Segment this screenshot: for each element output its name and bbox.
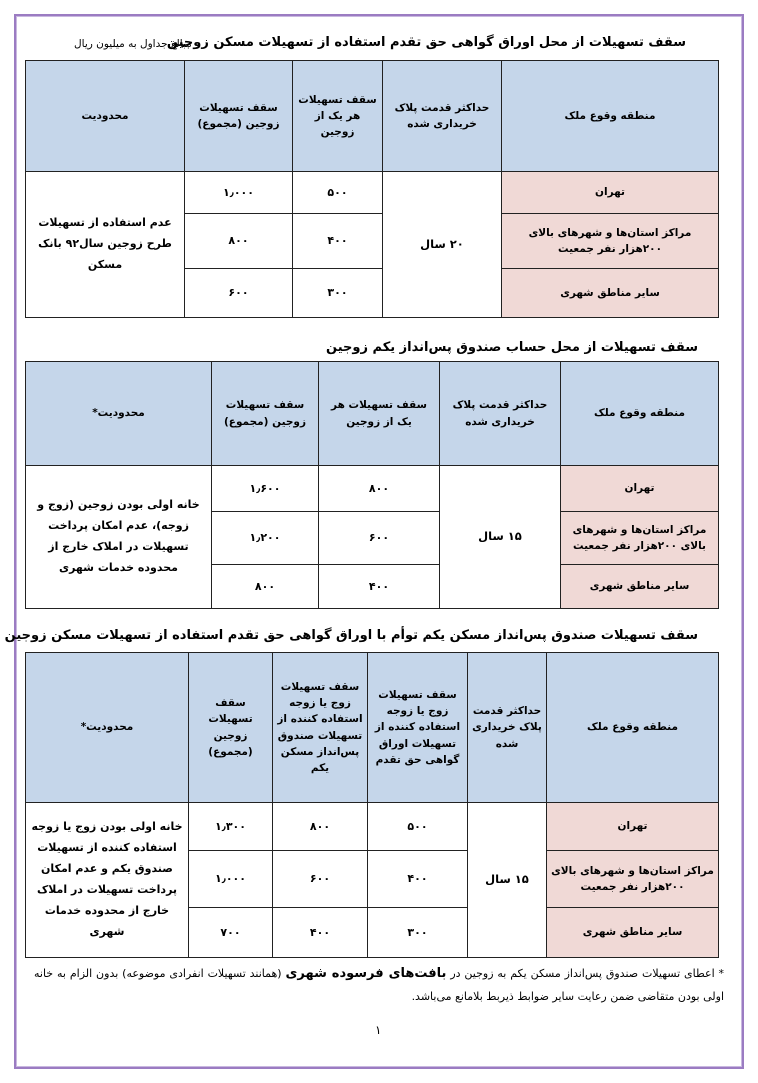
t3-header-fund: سقف تسهیلات زوج یا زوجه استفاده کننده از تسهیلات صندوق پس‌انداز مسکن یکم (273, 653, 368, 803)
t1-header-total: سقف تسهیلات زوجین (مجموع) (185, 61, 293, 172)
t3-header-age: حداکثر قدمت پلاک خریداری شده (468, 653, 547, 803)
footnote-emphasis: بافت‌های فرسوده شهری (285, 966, 447, 981)
currency-note: مبالغ جداول به میلیون ریال (74, 38, 192, 50)
t2-each-0: ۸۰۰ (319, 466, 440, 512)
t2-header-each: سقف تسهیلات هر یک از زوجین (319, 362, 440, 466)
t3-age: ۱۵ سال (468, 803, 547, 958)
t3-total-2: ۷۰۰ (189, 908, 273, 958)
t3-header-region: منطقه وقوع ملک (547, 653, 719, 803)
t1-age: ۲۰ سال (383, 172, 502, 318)
t1-region-2: سایر مناطق شهری (502, 269, 719, 318)
t1-total-1: ۸۰۰ (185, 214, 293, 269)
t3-header-limit: محدودیت* (26, 653, 189, 803)
t3-bonds-2: ۳۰۰ (368, 908, 468, 958)
t1-header-age: حداکثر قدمت پلاک خریداری شده (383, 61, 502, 172)
page-number: ۱ (375, 1023, 382, 1037)
footnote-part2: (همانند تسهیلات انفرادی موضوعه) بدون الزام به خانه اولی بودن متقاضی ضمن رعایت سایر ضوابط ذیربط بلامانع می‌باشد. (34, 967, 724, 1003)
t1-region-1: مراکز استان‌ها و شهرهای بالای ۲۰۰هزار نفر جمعیت (502, 214, 719, 269)
t1-header-limit: محدودیت (26, 61, 185, 172)
t3-region-1: مراکز استان‌ها و شهرهای بالای ۲۰۰هزار نفر جمعیت (547, 851, 719, 908)
table2 (25, 361, 719, 609)
t3-fund-2: ۴۰۰ (273, 908, 368, 958)
table-row (26, 172, 719, 214)
table3-title: سقف تسهیلات صندوق پس‌انداز مسکن یکم توأم با اوراق گواهی حق تقدم استفاده از تسهیلات مسکن زوجین (4, 628, 698, 643)
t1-header-each: سقف تسهیلات هر یک از زوجین (293, 61, 383, 172)
t1-region-0: تهران (502, 172, 719, 214)
table1-title: سقف تسهیلات از محل اوراق گواهی حق تقدم استفاده از تسهیلات مسکن زوجین (166, 35, 686, 50)
t3-fund-0: ۸۰۰ (273, 803, 368, 851)
footnote-part1: * اعطای تسهیلات صندوق پس‌انداز مسکن یکم به زوجین در (450, 967, 725, 980)
t2-region-2: سایر مناطق شهری (561, 565, 719, 609)
t2-header-region: منطقه وقوع ملک (561, 362, 719, 466)
t3-fund-1: ۶۰۰ (273, 851, 368, 908)
t1-header-region: منطقه وقوع ملک (502, 61, 719, 172)
t3-region-0: تهران (547, 803, 719, 851)
t3-bonds-0: ۵۰۰ (368, 803, 468, 851)
t3-bonds-1: ۴۰۰ (368, 851, 468, 908)
t3-limit: خانه اولی بودن زوج یا زوجه استفاده کننده از تسهیلات صندوق یکم و عدم امکان پرداخت تسهیلات در املاک خارج از محدوده خدمات شهری (26, 803, 189, 958)
t2-region-1: مراکز استان‌ها و شهرهای بالای ۲۰۰هزار نفر جمعیت (561, 512, 719, 565)
t2-region-0: تهران (561, 466, 719, 512)
t2-each-2: ۴۰۰ (319, 565, 440, 609)
t1-total-2: ۶۰۰ (185, 269, 293, 318)
t2-total-1: ۱٫۲۰۰ (212, 512, 319, 565)
t3-header-bonds: سقف تسهیلات زوج یا زوجه استفاده کننده از تسهیلات اوراق گواهی حق تقدم (368, 653, 468, 803)
t1-each-2: ۳۰۰ (293, 269, 383, 318)
t1-each-1: ۴۰۰ (293, 214, 383, 269)
t3-total-1: ۱٫۰۰۰ (189, 851, 273, 908)
t3-total-0: ۱٫۳۰۰ (189, 803, 273, 851)
t1-limit: عدم استفاده از تسهیلات طرح زوجین سال۹۲ بانک مسکن (26, 172, 185, 318)
t1-total-0: ۱٫۰۰۰ (185, 172, 293, 214)
t3-region-2: سایر مناطق شهری (547, 908, 719, 958)
t2-header-age: حداکثر قدمت پلاک خریداری شده (440, 362, 561, 466)
t2-limit: خانه اولی بودن زوجین (زوج و زوجه)، عدم امکان پرداخت تسهیلات در املاک خارج از محدوده خدمات شهری (26, 466, 212, 609)
t2-header-limit: محدودیت* (26, 362, 212, 466)
t1-each-0: ۵۰۰ (293, 172, 383, 214)
t2-header-total: سقف تسهیلات زوجین (مجموع) (212, 362, 319, 466)
table2-title: سقف تسهیلات از محل حساب صندوق پس‌انداز یکم زوجین (326, 340, 698, 355)
t2-each-1: ۶۰۰ (319, 512, 440, 565)
table3 (25, 652, 719, 958)
t2-total-2: ۸۰۰ (212, 565, 319, 609)
footnote (34, 962, 724, 1008)
t2-age: ۱۵ سال (440, 466, 561, 609)
table1 (25, 60, 719, 318)
t2-total-0: ۱٫۶۰۰ (212, 466, 319, 512)
t3-header-total: سقف تسهیلات زوجین (مجموع) (189, 653, 273, 803)
table-row (26, 466, 719, 512)
table-row (26, 803, 719, 851)
